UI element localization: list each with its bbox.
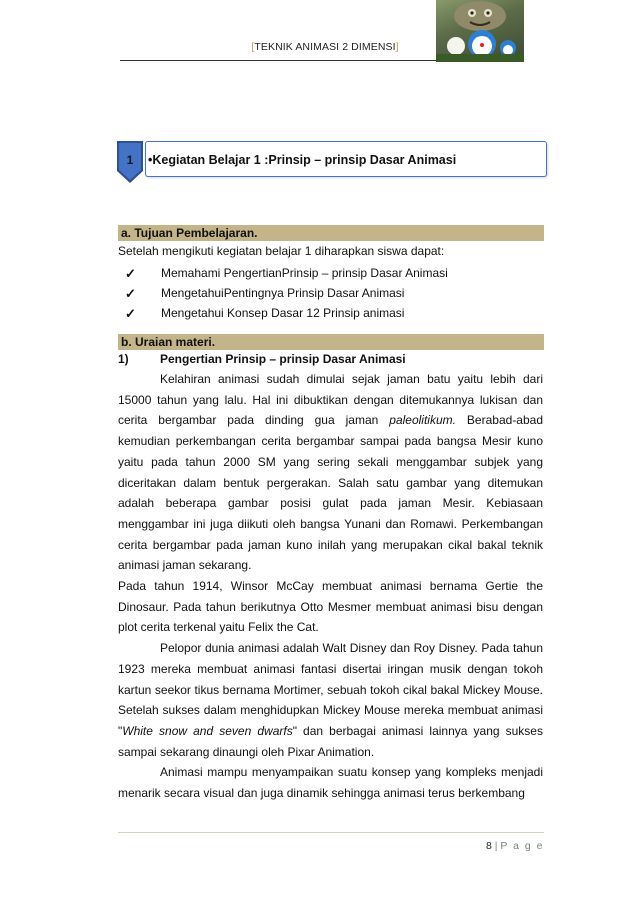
page-number: 8 — [485, 840, 492, 852]
subsection-number: 1) — [118, 352, 129, 366]
checkmark-icon: ✓ — [125, 306, 136, 321]
checkmark-icon: ✓ — [125, 266, 136, 281]
paragraph-2: Pada tahun 1914, Winsor McCay membuat animasi bernama Gertie the Dinosaur. Pada tahun berikutnya Otto Mesmer membuat animasi bisu dengan plot cerita terkenal yaitu Felix the Cat. — [118, 579, 543, 635]
activity-number: 1 — [126, 153, 134, 167]
activity-number-marker — [117, 141, 143, 183]
body-text — [118, 369, 543, 804]
header-rule — [120, 60, 438, 61]
list-item: ✓ Mengetahui Konsep Dasar 12 Prinsip animasi — [125, 306, 405, 321]
section-a-heading: a. Tujuan Pembelajaran. — [118, 225, 544, 241]
cartoon-cover-image — [436, 0, 524, 62]
checkmark-icon: ✓ — [125, 286, 136, 301]
page-label: P a g e — [500, 840, 544, 852]
section-b-heading: b. Uraian materi. — [118, 334, 544, 350]
paragraph-4: Animasi mampu menyampaikan suatu konsep yang kompleks menjadi menarik secara visual dan juga dinamik sehingga animasi terus berkembang — [118, 765, 543, 801]
header-title: [TEKNIK ANIMASI 2 DIMENSI] — [251, 41, 399, 53]
section-a-intro: Setelah mengikuti kegiatan belajar 1 diharapkan siswa dapat: — [118, 244, 445, 258]
list-item: ✓ Memahami PengertianPrinsip – prinsip Dasar Animasi — [125, 266, 448, 281]
paragraph-3: Pelopor dunia animasi adalah Walt Disney dan Roy Disney. Pada tahun 1923 mereka membuat animasi fantasi disertai iringan musik dengan tokoh kartun seekor tikus bernama Mortimer, sebuah tokoh cikal bakal Mickey Mouse. Setelah sukses dalam menghidupkan Mickey Mouse mereka membuat animasi "White snow and seven dwarfs" dan berbagai animasi lainnya yang sukses sampai sekarang dinaungi oleh Pixar Animation. — [118, 641, 543, 759]
list-item: ✓ MengetahuiPentingnya Prinsip Dasar Animasi — [125, 286, 405, 301]
paragraph-1: Kelahiran animasi sudah dimulai sejak jaman batu yaitu lebih dari 15000 tahun yang lalu. Hal ini dibuktikan dengan ditemukannya lukisan dan cerita bergambar pada dinding gua jaman paleolitikum. Berabad-abad kemudian perkembangan cerita bergambar sampai pada bangsa Mesir kuno yaitu pada tahun 2000 SM yang sering sekali menggambar subjek yang diceritakan dalam bentuk pergerakan. Salah satu gambar yang ditemukan adalah beberapa gambar posisi gulat pada jaman Mesir. Kebiasaan menggambar ini juga diikuti oleh bangsa Yunani dan Romawi. Perkembangan cerita bergambar pada jaman kuno inilah yang merupakan cikal bakal teknik animasi jaman sekarang. — [118, 372, 543, 573]
subsection-title: Pengertian Prinsip – prinsip Dasar Animasi — [160, 352, 406, 366]
footer-rule — [118, 832, 544, 833]
activity-title: •Kegiatan Belajar 1 :Prinsip – prinsip Dasar Animasi — [148, 153, 457, 167]
page-footer: 8 | P a g e — [485, 840, 544, 852]
